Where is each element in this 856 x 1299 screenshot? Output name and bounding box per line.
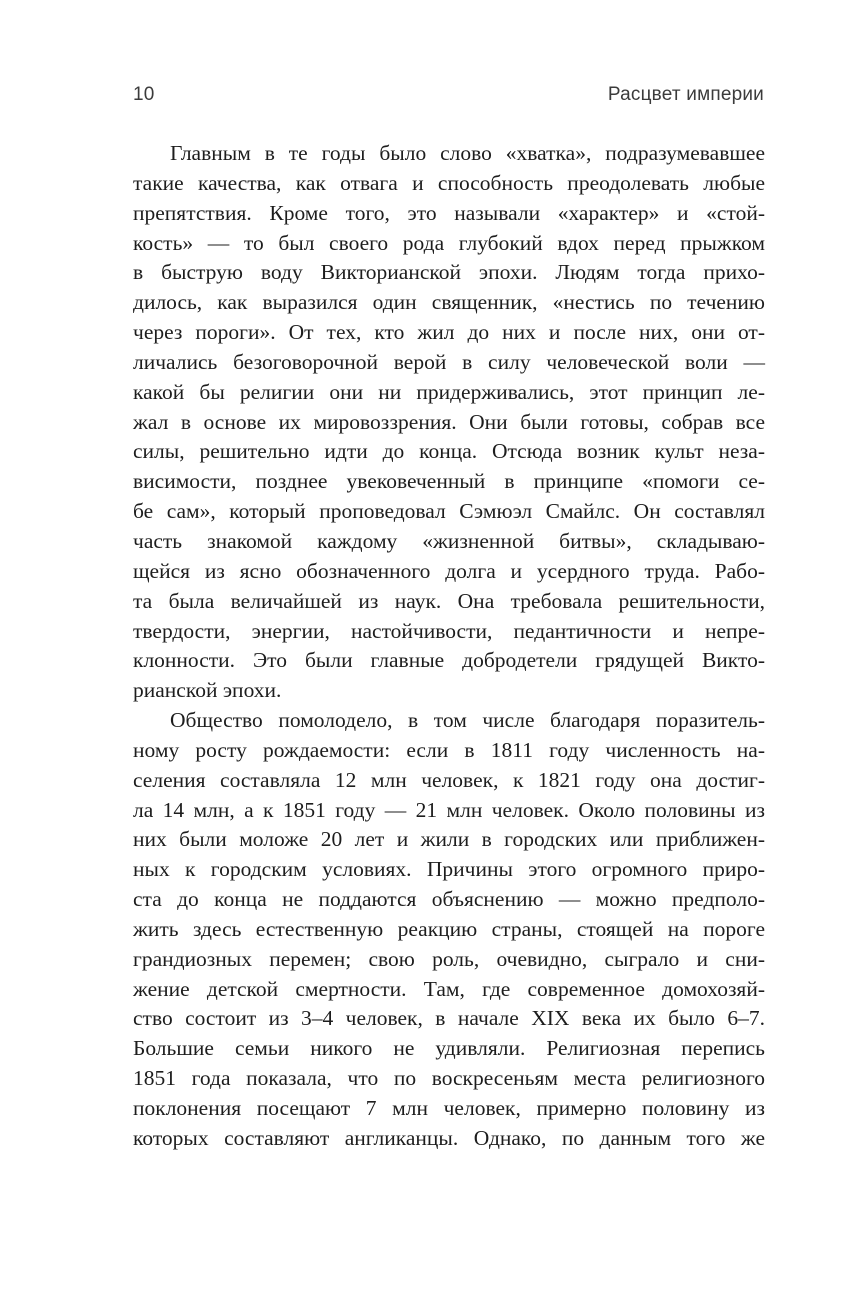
text-line: Большие семьи никого не удивляли. Религиозная перепись bbox=[133, 1036, 765, 1061]
text-line: ста до конца не поддаются объяснению — можно предполо- bbox=[133, 887, 765, 912]
text-line: ному росту рождаемости: если в 1811 году численность на- bbox=[133, 737, 765, 762]
text-line: висимости, позднее увековеченный в принципе «помоги се- bbox=[133, 469, 765, 494]
text-line: такие качества, как отвага и способность преодолевать любые bbox=[133, 170, 765, 195]
body-text bbox=[133, 139, 765, 1154]
text-line: через пороги». От тех, кто жил до них и после них, они от- bbox=[133, 320, 765, 345]
text-line: препятствия. Кроме того, это называли «характер» и «стой- bbox=[133, 200, 765, 225]
text-line: клонности. Это были главные добродетели грядущей Викто- bbox=[133, 648, 765, 673]
text-line: личались безоговорочной верой в силу человеческой воли — bbox=[133, 349, 765, 374]
text-line: Главным в те годы было слово «хватка», подразумевавшее bbox=[170, 141, 765, 165]
text-line: ных к городским условиях. Причины этого огромного приро- bbox=[133, 857, 765, 882]
text-line: жал в основе их мировоззрения. Они были готовы, собрав все bbox=[133, 409, 765, 434]
paragraph bbox=[133, 706, 765, 1154]
paragraph bbox=[133, 139, 765, 706]
text-line: ла 14 млн, а к 1851 году — 21 млн человек. Около половины из bbox=[133, 797, 765, 822]
page-number: 10 bbox=[133, 84, 155, 105]
text-line: та была величайшей из наук. Она требовала решительности, bbox=[133, 588, 765, 613]
text-line: твердости, энергии, настойчивости, педантичности и непре- bbox=[133, 618, 765, 643]
text-line: Общество помолодело, в том числе благодаря поразитель- bbox=[170, 708, 765, 733]
running-title: Расцвет империи bbox=[607, 84, 764, 105]
text-line: бе сам», который проповедовал Сэмюэл Смайлс. Он составлял bbox=[133, 499, 765, 524]
text-line: кость» — то был своего рода глубокий вдох перед прыжком bbox=[133, 230, 765, 255]
text-line: жение детской смертности. Там, где современное домохозяй- bbox=[133, 976, 765, 1001]
text-line: ство состоит из 3–4 человек, в начале XIX века их было 6–7. bbox=[133, 1006, 765, 1031]
text-line: дилось, как выразился один священник, «нестись по течению bbox=[133, 290, 765, 315]
text-line: грандиозных перемен; свою роль, очевидно, сыграло и сни- bbox=[133, 946, 765, 971]
text-line: рианской эпохи. bbox=[133, 678, 282, 703]
text-line: селения составляла 12 млн человек, к 1821 году она достиг- bbox=[133, 767, 765, 792]
text-line: силы, решительно идти до конца. Отсюда возник культ неза- bbox=[133, 439, 765, 464]
text-line: часть знакомой каждому «жизненной битвы», складываю- bbox=[133, 528, 765, 553]
text-line: 1851 года показала, что по воскресеньям места религиозного bbox=[133, 1066, 765, 1091]
running-head bbox=[133, 84, 764, 106]
text-line: щейся из ясно обозначенного долга и усердного труда. Рабо- bbox=[133, 558, 765, 583]
text-line: них были моложе 20 лет и жили в городских или приближен- bbox=[133, 827, 765, 852]
text-line: жить здесь естественную реакцию страны, стоящей на пороге bbox=[133, 916, 765, 941]
text-line: в быструю воду Викторианской эпохи. Людям тогда прихо- bbox=[133, 260, 765, 285]
text-line: поклонения посещают 7 млн человек, примерно половину из bbox=[133, 1096, 765, 1120]
text-line: какой бы религии они ни придерживались, этот принцип ле- bbox=[133, 379, 765, 404]
text-line: которых составляют англиканцы. Однако, по данным того же bbox=[133, 1125, 765, 1150]
